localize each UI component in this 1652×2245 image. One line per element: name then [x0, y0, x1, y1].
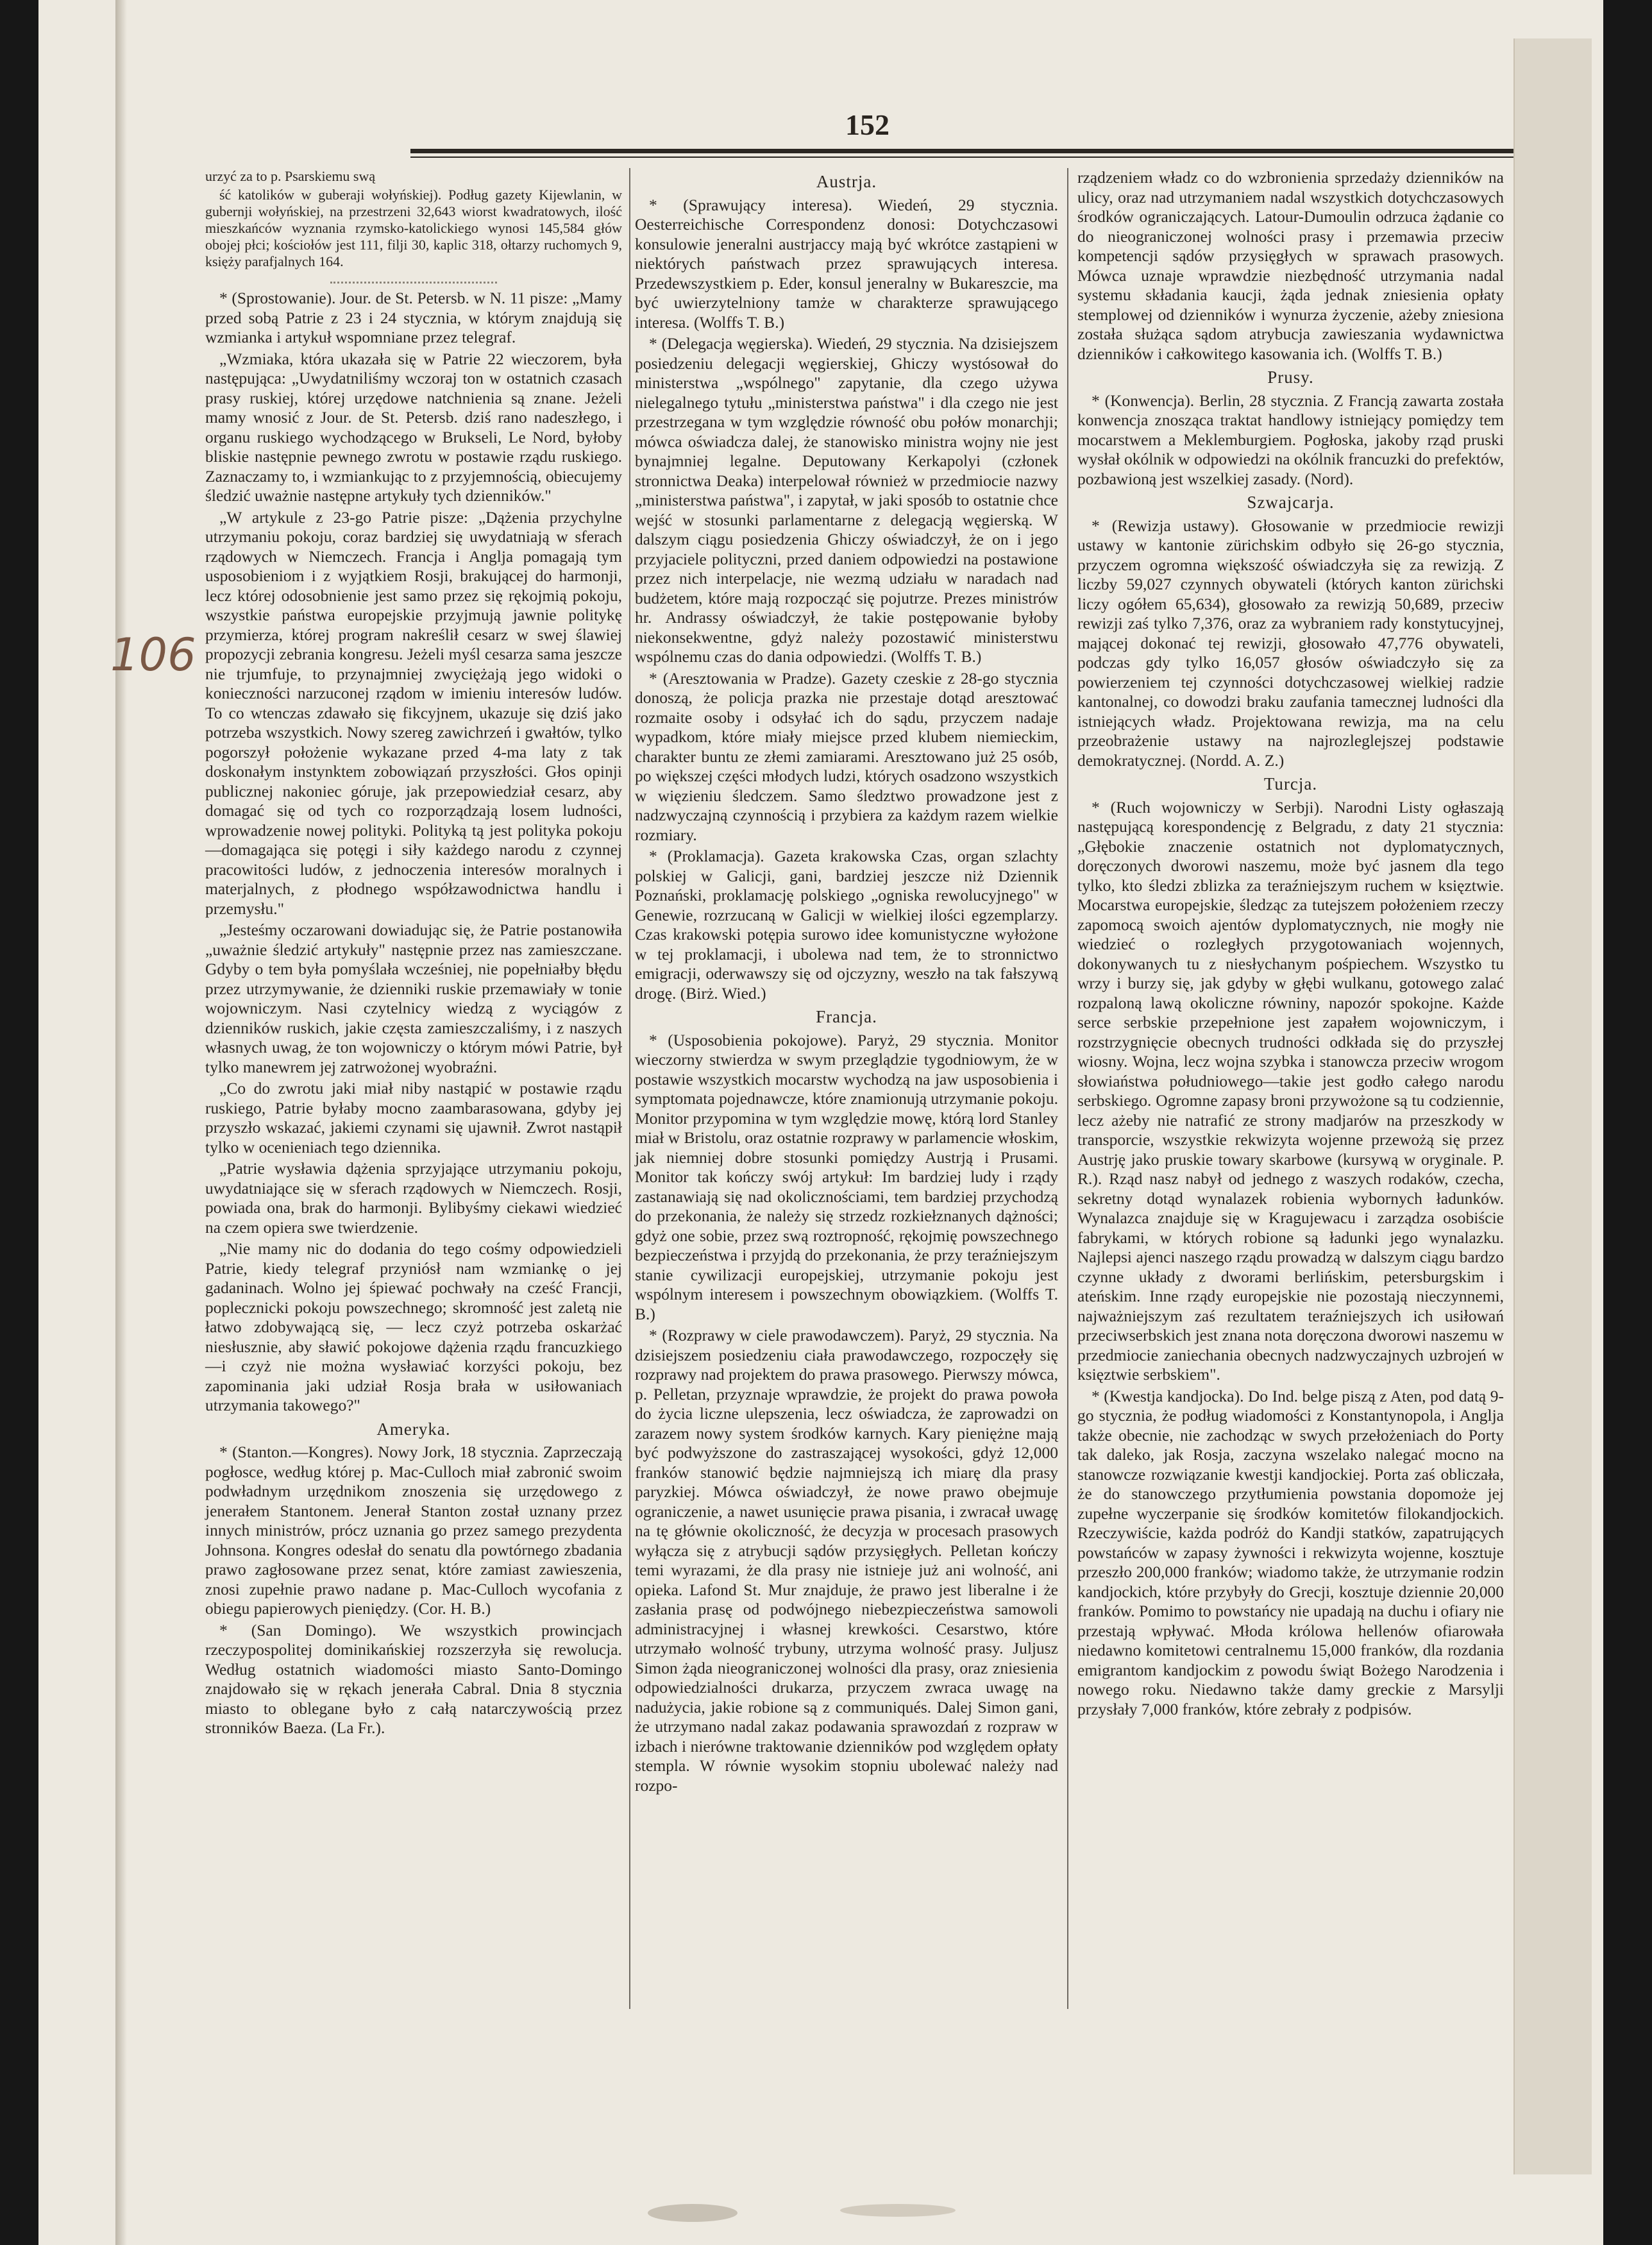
section-heading: Ameryka.	[376, 1419, 451, 1439]
article-paragraph: „Co do zwrotu jaki miał niby nastąpić w postawie rządu ruskiego, Patrie byłaby mocno zaambarasowana, gdyby jej przyszło wskazać, jakiemi czynami się ujawnił. Zwrot nastąpił tylko w ocenieniach tego dziennika.	[205, 1079, 622, 1156]
article-paragraph: * (Usposobienia pokojowe). Paryż, 29 stycznia. Monitor wieczorny stwierdza w swym przeglądzie tygodniowym, że w postawie wszystkich mocarstw wychodzą na jaw usposobienia i symptomata pojednawcze, które znamionują utrzymanie pokoju. Monitor przypomina w tym względzie mowę, którą lord Stanley miał w Bristolu, oraz ostatnie rozprawy w parlamencie włoskim, jak niemniej dobre stosunki pomiędzy Austrją i Prusami. Monitor tak kończy swój artykuł: Im bardziej ludy i rządy zastanawiają się nad okolicznościami, tem bardziej przychodzą do przekonania, że należy się strzedz rozkiełznanych dążności; gdyż one sobie, przez swą roztropność, rękojmię powszechnego bezpieczeństwa i przyjdą do przekonania, że przy teraźniejszym stanie cywilizacji europejskiej, utrzymanie pokoju jest wspólnym interesem i powszechnym obowiązkiem. (Wolffs T. B.)	[635, 1030, 1058, 1323]
article-paragraph: * (Sprostowanie). Jour. de St. Petersb. w N. 11 pisze: „Mamy przed sobą Patrie z 23 i 24 stycznia, w którym znajdują się wzmianka i artykuł wspomniane przez telegraf.	[205, 289, 622, 346]
article-paragraph: „Jesteśmy oczarowani dowiadując się, że Patrie postanowiła „uważnie śledzić artykuły" następnie przez nas zamieszczane. Gdyby o tem była pomyślała wcześniej, nie popełniałby błędu przez utrzymywanie, że dzienniki ruskie przemawiały w tonie wojowniczym. Nasi czytelnicy wiedzą z wyciągów z dzienników ruskich, jakie częsta zamieszczaliśmy, i z naszych własnych uwag, że ton wojowniczy o którym mówi Patrie, był tylko manewrem jej zatrwożonej wyobraźni.	[205, 920, 622, 1076]
column-2	[635, 168, 1058, 1797]
adjacent-page-text	[1526, 122, 1584, 2174]
article-paragraph: ść katolików w guberaji wołyńskiej). Podług gazety Kijewlanin, w gubernji wołyńskiej, na przestrzeni 32,643 wiorst kwadratowych, ilość mieszkańców wyznania rzymsko-katolickiego wynosi 145,584 głów obojej płci; kościołów jest 111, filji 30, kaplic 318, ołtarzy ruchomych 9, księży parafjalnych 164.	[205, 187, 622, 269]
column-divider	[629, 168, 630, 2009]
column-divider	[1067, 168, 1068, 2009]
section-heading: Francja.	[816, 1007, 877, 1026]
article-paragraph: * (Konwencja). Berlin, 28 stycznia. Z Francją zawarta została konwencja znosząca traktat handlowy istniejący pomiędzy tem mocarstwem a Meklemburgiem. Pogłoska, jakoby rząd pruski wysłał okólnik w odpowiedzi na okólnik francuzki do prefektów, pozbawioną jest wszelkiej zasady. (Nord).	[1077, 391, 1504, 488]
article-paragraph: „Patrie wysławia dążenia sprzyjające utrzymaniu pokoju, uwydatniające się w sferach rządowych w Niemczech. Rosji, powiada ona, brak do harmonji. Bylibyśmy ciekawi wiedzieć na czem opiera swe twierdzenie.	[205, 1159, 622, 1237]
column-3	[1077, 168, 1504, 1721]
article-paragraph: „Nie mamy nic do dodania do tego cośmy odpowiedzieli Patrie, kiedy telegraf przyniósł nam wzmiankę o jej gadaninach. Wolno jej śpiewać pochwały na cześć Francji, poplecznicki pokoju powszechnego; skromność jest zaletą nie łatwo zdobywającą się, — lecz czyż potrzeba oskarżać niesłusznie, aby sławić pokojowe dążenia rządu francuzkiego—i czyż nie można wysławiać korzyści pokoju, bez zapominania jaki udział Rosja brała w usiłowaniach utrzymania takowego?"	[205, 1239, 622, 1414]
article-paragraph: urzyć za to p. Psarskiemu swą	[205, 168, 376, 184]
article-paragraph: * (Rozprawy w ciele prawodawczem). Paryż, 29 stycznia. Na dzisiejszem posiedzeniu ciała prawodawczego, rozpoczęły się rozprawy nad projektem do prawa prasowego. Pierwszy mówca, p. Pelletan, przyznaje wprawdzie, że projekt do prawa powoła do życia liczne ulepszenia, lecz oświadcza, że zaprowadzi on zarazem nowy system środków karnych. Kary pieniężne mają być podwyższone do zastraszającej wysokości, gdyż 12,000 franków stanowić będzie najmniejszą ich miarę dla prasy paryzkiej. Mówca oświadczył, że nowe prawo obejmuje ograniczenie, a nawet usunięcie prawa pisania, i zwracał uwagę na tę głównie okoliczność, że decyzja w procesach prasowych wyłącza się z atrybucji sądów przysięgłych. Pelletan kończy temi wyrazami, że dla prasy nie istnieje już ani wolność, ani opieka. Lafond St. Mur znajduje, że prawo jest liberalne i że zasłania prasę od podwójnego niebezpieczeństwa samowoli administracyjnej i własnej krewkości. Cesarstwo, które utrzymało wolność trybuny, utrzyma wolność prasy. Juljusz Simon żąda nieograniczonej wolności dla prasy, oraz zniesienia odpowiedzialności drukarza, przyczem zwraca uwagę na nadużycia, jakie robione są z communiqués. Dalej Simon gani, że utrzymano nadal zakaz podawania sprawozdań z rozpraw w izbach i nierówne traktowanie dzienników pod względem opłaty stempla. W równie wysokim stopniu ubolewać należy nad rozpo-	[635, 1326, 1058, 1795]
header-rule	[410, 149, 1513, 153]
article-paragraph: * (Aresztowania w Pradze). Gazety czeskie z 28-go stycznia donoszą, że policja prazka nie przestaje dotąd aresztować rozmaite osoby i odsyłać ich do sądu, przyczem nadaje wypadkom, które miały miejsce przed klubem niemieckim, charakter buntu ze złemi zamiarami. Aresztowano już 25 osób, po większej części młodych ludzi, których osadzono wszystkich w więzieniu śledczem. Samo śledztwo prowadzone jest z nadzwyczajną czynnością i przybiera za każdym razem wielkie rozmiary.	[635, 668, 1058, 844]
article-paragraph: rządzeniem władz co do wzbronienia sprzedaży dzienników na ulicy, oraz nad utrzymaniem nadal wszystkich dotychczasowych środków ograniczających. Latour-Dumoulin odrzuca żądanie co do nieograniczonej wolności prasy i przemawia przeciw kompetencji sądów przysięgłych w sprawach prasowych. Mówca uznaje wprawdzie niezbędność utrzymania nadal systemu składania kaucji, żąda jednak zniesienia opłaty stemplowej od dzienników i wynurza życzenie, ażeby zniesiona została służąca sądom atrybucja zawieszania wydawnictwa dzienników i całkowitego kasowania ich. (Wolffs T. B.)	[1077, 168, 1504, 363]
page-number: 152	[845, 108, 889, 141]
separator-rule	[330, 275, 497, 284]
section-heading: Szwajcarja.	[1247, 493, 1335, 512]
section-heading: Austrja.	[816, 172, 877, 191]
article-paragraph: „W artykule z 23-go Patrie pisze: „Dążenia przychylne utrzymaniu pokoju, coraz bardziej się uwydatniają w sferach rządowych w Niemczech. Francja i Anglja pomagają tym usposobieniom i z wyjątkiem Rosji, brakującej do harmonji, lecz której odosobnienie jest samo przez się rękojmią pokoju, wszystkie państwa europejskie przyjmują jawnie politykę przymierza, której program nakreślił cesarz w swej ślawiej propozycji zebrania kongresu. Jeżeli myśl cesarza sama jeszcze nie trjumfuje, to przynajmniej zwyciężają jego widoki o konieczności narzuconej rządom w imieniu interesów ludów. To co wtenczas zdawało się fikcyjnem, ukazuje się dziś jako potrzeba wszystkich. Nowy szereg zawichrzeń i gwałtów, tylko pogorszył położenie wykazane przed 4-ma laty z tak doskonałym instynktem zobowiązań przyszłości. Głos opinji publicznej nakoniec góruje, jak przepowiedział cesarz, aby domagać się od tych co rozporządzają losem ludności, wprowadzenie nowej polityki. Polityką tą jest polityka pokoju—domagająca się potęgi i siły każdego narodu z czynnej pracowitości ludów, z jednoczenia interesów moralnych i materjalnych, z płodnego współzawodnictwa handlu i przemysłu."	[205, 507, 622, 918]
article-paragraph: * (Ruch wojowniczy w Serbji). Narodni Listy ogłaszają następującą korespondencję z Belgradu, z daty 21 stycznia: „Głębokie znaczenie ostatnich not dyplomatycznych, doręczonych dworowi naszemu, może być jasnem dla tego tylko, kto śledzi zblizka za teraźniejszym ruchem w księztwie. Mocarstwa europejskie, śledząc za tutejszem położeniem rzeczy zapomocą swoich ajentów dyplomatycznych, nie mogły nie wiedzieć o rozległych przygotowaniach wojennych, dokonywanych tu z niesłychanym pośpiechem. Wszystko tu wrzy i burzy się, jak gdyby w głębi wulkanu, gotowego zalać rozpaloną lawą okoliczne równiny, napozór spokojne. Każde serce serbskie przepełnione jest zapałem wojowniczym, i rozstrzygnięcie obecnych trudności odkłada się do przyszłej wiosny. Wojna, lecz wojna szybka i stanowcza przeciw wrogom słowiaństwa południowego—takie jest godło całego narodu serbskiego. Ogromne zapasy broni przywożone są tu codziennie, lecz ażeby nie natrafić ze strony madjarów na przeszkody w transporcie, wszystkie rekwizyta wojenne przewożą się przez Austrję jako pruskie towary skarbowe (kursywą w oryginale. P. R.). Rząd nasz nabył od jednego z waszych rodaków, czecha, sekretny dotąd wynalazek robienia wybornych ładunków. Wynalazca znajduje się w Kragujewacu i zarządza osobiście fabrykami, w których robione są ładunki jego wynalazku. Najlepsi ajenci naszego rządu prowadzą w dalszym ciągu bardzo czynne układy z dworami berlińskim, petersburgskim i ateńskim. Inne rządy europejskie nie pozostają nieczynnemi, najważniejszym zaś rezultatem teraźniejszych ich usiłowań przeciwserbskich jest znana nota doręczona dworowi naszemu w przedmiocie zaniechania obecnych nadzwyczajnych uzbrojeń w księztwie serbskiem".	[1077, 797, 1504, 1384]
column-1	[205, 168, 622, 1740]
article-paragraph: * (Sprawujący interesa). Wiedeń, 29 stycznia. Oesterreichische Correspondenz donosi: Dotychczasowi konsulowie jeneralni austrjaccy mają być wkrótce zastąpieni w niektórych państwach przez sprawujących interesa. Przedewszystkiem p. Eder, konsul jeneralny w Bukareszcie, ma być uwierzytelniony tamże w charakterze sprawującego interesa. (Wolffs T. B.)	[635, 195, 1058, 332]
article-paragraph: * (Stanton.—Kongres). Nowy Jork, 18 stycznia. Zaprzeczają pogłosce, według której p. Mac-Culloch miał zabronić swoim podwładnym urzędnikom znoszenia się urzędowego z jenerałem Stantonem. Jenerał Stanton został uznany przez innych ministrów, prócz uznania go przez samego prezydenta Johnsona. Kongres odesłał do senatu dla powtórnego zbadania prawo zagłosowane przez senat, które zamiast zawieszenia, znosi zupełnie prawo nadane p. Mac-Culloch wycofania z obiegu papierowych pieniędzy. (Cor. H. B.)	[205, 1443, 622, 1618]
section-heading: Prusy.	[1267, 368, 1314, 387]
page-gutter-shadow	[115, 0, 127, 2245]
ink-blot	[641, 2187, 1052, 2232]
article-paragraph: * (San Domingo). We wszystkich prowincjach rzeczypospolitej dominikańskiej rozszerzyła się rewolucja. Według ostatnich wiadomości miasto Santo-Domingo znajdowało się w rękach jenerała Cabral. Dnia 8 stycznia miasto to oblegane było z całą natarczywością przez stronników Baeza. (La Fr.).	[205, 1620, 622, 1737]
article-paragraph: * (Delegacja węgierska). Wiedeń, 29 stycznia. Na dzisiejszem posiedzeniu delegacji węgierskiej, Ghiczy wystósował do ministerstwa „wspólnego" zapytanie, dla czego używa nielegalnego tytułu „ministerstwa państwa" i dla czego nie jest przestrzegana w tym względzie równość obu połów monarchji; mówca oświadcza dalej, że stanowisko ministra wojny nie jest bynajmniej legalne. Deputowany Kerkapolyi (członek stronnictwa Deaka) interpelował również w przedmiocie nazwy „ministerstwa państwa", i zapytał, w jaki sposób to ostatnie chce wejść w stosunki parlamentarne z delegacją węgierską. W dalszym ciągu posiedzenia Ghiczy oświadczył, że on i jego przyjaciele polityczni, przed daniem odpowiedzi na postawione przez nich interpelacje, nie wezmą udziału w naradach nad budżetem, które mają rozpocząć się pojutrze. Prezes ministrów hr. Andrassy oświadczył, że takie postępowanie byłoby niekonsekwentne, gdyż należy pozostawić ministerstwu wspólnemu czas do dania odpowiedzi. (Wolffs T. B.)	[635, 334, 1058, 666]
handwritten-margin-note: 106	[110, 629, 196, 681]
article-paragraph: * (Kwestja kandjocka). Do Ind. belge piszą z Aten, pod datą 9-go stycznia, że podług wiadomości z Konstantynopola, i Anglja także obecnie, nie zachodząc w swych przełożeniach do Porty tak daleko, jak Rosja, zaczyna wszelako nalegać mocno na stanowcze rozwiązanie kwestji kandjockiej. Porta zaś obliczała, że do stanowczego przytłumienia powstania dopomoże jej zupełne wyczerpanie się środków komitetów filokandjockich. Rzeczywiście, każda podróż do Kandji statków, zapatrujących powstańców w zapasy żywności i rekwizyta wojenne, kosztuje przeszło 200,000 franków; wiadomo także, że utrzymanie rodzin kandjockich, które przybyły do Grecji, kosztuje dziennie 20,000 franków. Pomimo to powstańcy nie upadają na duchu i ofiary nie przestają wpływać. Młoda królowa hellenów ofiarowała niedawno komitetowi centralnemu 15,000 franków, dla rozdania emigrantom kandjockim z powodu świąt Bożego Narodzenia i nowego roku. Niedawno także damy greckie z Marsylji przysłały 7,000 franków, które zebrały z podpisów.	[1077, 1386, 1504, 1718]
section-heading: Turcja.	[1263, 774, 1318, 793]
article-paragraph: „Wzmiaka, która ukazała się w Patrie 22 wieczorem, była następująca: „Uwydatniliśmy wczoraj ton w ostatnich czasach prasy ruskiej, której urzędowe natchnienia są znane. Jeżeli mamy wnosić z Jour. de St. Petersb. dziś rano nadeszłego, i organu ruskiego wychodzącego w Brukseli, Le Nord, byłoby bliskie następnie pewnego zwrotu w postawie rządu ruskiego. Zaznaczamy to, i wzmiankując to z przyjemnością, obiecujemy śledzić uważnie następne artykuły tych dzienników."	[205, 349, 622, 505]
header-rule-thin	[410, 157, 1513, 158]
article-paragraph: * (Proklamacja). Gazeta krakowska Czas, organ szlachty polskiej w Galicji, gani, bardziej jeszcze niż Dziennik Poznański, proklamację polskiego „ogniska rewolucyjnego" w Genewie, rozrzucaną w Galicji w wielkiej ilości egzemplarzy. Czas krakowski potępia surowo idee komunistyczne wyłożone w tej proklamacji, i ubolewa nad tem, że to stronnictwo emigracji, oderwawszy się od ojczyzny, weszło na tak fałszywą drogę. (Birż. Wied.)	[635, 847, 1058, 1003]
article-paragraph: * (Rewizja ustawy). Głosowanie w przedmiocie rewizji ustawy w kantonie zürichskim odbyło się 26-go stycznia, przyczem ogromna większość oświadczyła się za rewizją. Z liczby 59,027 czynnych obywateli (których kanton zürichski liczy ogółem 65,634), głosowało za rewizją 50,689, przeciw rewizji zaś tylko 7,376, oraz za wybraniem rady konstytucyjnej, mającej dokonać tej rewizji, głosowało 47,776 obywateli, podczas gdy tylko 16,057 głosów oświadczyło się za powierzeniem tej czynności dotychczasowej wielkiej radzie kantonalnej, co dowodzi braku zaufania tamecznej ludności dla istniejących władz. Projektowana rewizja, ma na celu przeobrażenie ustawy na najrozleglejszej podstawie demokratycznej. (Nordd. A. Z.)	[1077, 516, 1504, 770]
